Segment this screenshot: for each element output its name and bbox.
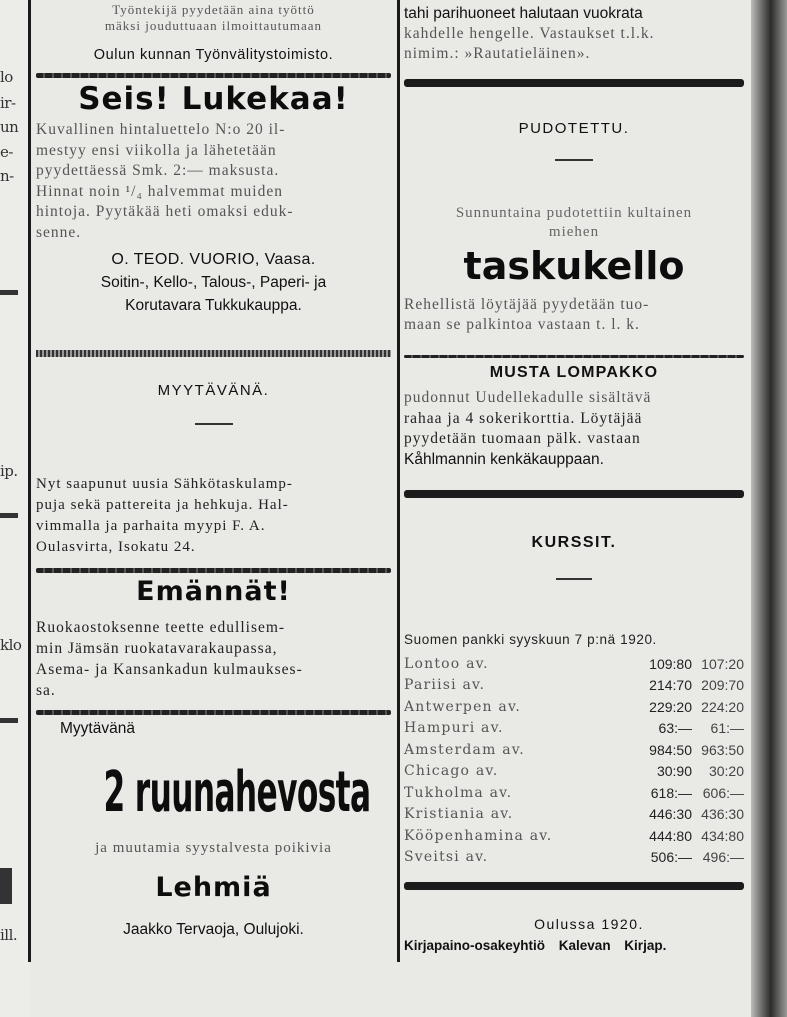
advert-headline: Emännät! <box>136 576 291 607</box>
advert-firm: O. TEOD. VUORIO, Vaasa. <box>111 251 316 268</box>
lost-watch-notice <box>404 120 744 335</box>
edge-fragment: n- <box>0 167 14 185</box>
advert-line: Kuvallinen hintaluettelo N:o 20 il- <box>36 121 286 138</box>
notice-line: pyydetään tuomaan pälk. vastaan <box>404 430 641 447</box>
advert-line: senne. <box>36 223 82 241</box>
short-rule <box>195 423 233 425</box>
advert-body <box>36 120 391 243</box>
food-advert <box>36 575 391 701</box>
table-row <box>404 718 744 740</box>
buy-cell: 229:20 <box>649 698 692 715</box>
sell-cell: 107:20 <box>701 655 744 672</box>
advert-line: Asema- ja Kansankadun kulmaukses- <box>36 661 303 678</box>
short-rule <box>556 578 592 580</box>
city-cell: Amsterdam av. <box>404 741 525 758</box>
table-row <box>404 739 744 761</box>
advert-firm-line: Soitin-, Kello-, Talous-, Paperi- ja <box>100 274 327 291</box>
imprint-place: Oulussa 1920. <box>534 916 644 932</box>
edge-fragment: klo <box>0 636 22 654</box>
employment-notice <box>36 2 391 63</box>
city-cell: Lontoo av. <box>404 655 489 672</box>
advert-heading: MYYTÄVÄNÄ. <box>157 382 270 399</box>
notice-office: Oulun kunnan Työnvälitystoimisto. <box>93 47 334 63</box>
buy-cell: 63:— <box>658 720 692 737</box>
notice-line: miehen <box>548 224 600 240</box>
edge-fragment: lo <box>0 68 13 86</box>
imprint-printer: Kirjapaino-osakeyhtiö Kalevan Kirjap. <box>404 938 667 953</box>
sell-cell: 209:70 <box>701 677 744 694</box>
table-row <box>404 804 744 826</box>
notice-line: nimim.: »Rautatieläinen». <box>404 45 591 62</box>
table-row <box>404 825 744 847</box>
divider <box>36 73 391 78</box>
vuorio-advert <box>36 80 391 317</box>
rates-heading: KURSSIT. <box>531 534 617 551</box>
city-cell: Antwerpen av. <box>404 698 522 715</box>
advert-body <box>36 617 391 701</box>
sell-cell: 30:20 <box>708 763 744 780</box>
notice-body <box>404 388 744 470</box>
advert-line: hintoja. Pyytäkää heti omaksi eduk- <box>36 203 294 220</box>
city-cell: Kööpenhamina av. <box>404 827 553 844</box>
city-cell: Tukholma av. <box>404 784 513 801</box>
rates-table <box>404 653 744 868</box>
sell-cell: 963:50 <box>701 741 744 758</box>
advert-line: mestyy ensi viikolla ja lähetetään <box>36 141 277 159</box>
city-cell: Chicago av. <box>404 763 499 780</box>
divider <box>404 355 744 358</box>
advert-line: puja sekä pattereita ja hehkuja. Hal- <box>36 497 289 513</box>
edge-rule <box>0 290 18 295</box>
edge-rule <box>0 718 18 723</box>
room-wanted-notice <box>404 4 744 64</box>
advert-firm-line: Korutavara Tukkukauppa. <box>125 297 302 314</box>
advert-big-text: 2 ruunahevosta <box>103 760 371 825</box>
edge-fragment: ir- <box>0 94 16 112</box>
sell-cell: 61:— <box>710 720 744 737</box>
advert-line: Hinnat noin ¹/₄ halvemmat muiden <box>36 182 283 200</box>
buy-cell: 109:80 <box>649 655 692 672</box>
edge-fragment: ill. <box>0 926 18 944</box>
imprint <box>404 916 744 953</box>
sell-cell: 496:— <box>702 849 744 866</box>
table-row <box>404 761 744 783</box>
page-binding-edge <box>751 0 787 1017</box>
edge-rule <box>0 513 18 518</box>
notice-line: Rehellistä löytäjää pyydetään tuo- <box>404 296 650 313</box>
rates-subtitle: Suomen pankki syyskuun 7 p:nä 1920. <box>404 632 657 647</box>
table-row <box>404 782 744 804</box>
advert-headline: Seis! Lukekaa! <box>78 81 349 117</box>
buy-cell: 984:50 <box>649 741 692 758</box>
advert-line: Oulasvirta, Isokatu 24. <box>36 539 196 555</box>
divider <box>36 350 391 357</box>
advert-line: min Jämsän ruokatavarakaupassa, <box>36 640 278 657</box>
notice-line: Kåhlmannin kenkäkauppaan. <box>404 450 604 468</box>
buy-cell: 444:80 <box>649 827 692 844</box>
notice-line: pudonnut Uudellekadulle sisältävä <box>404 389 652 406</box>
buy-cell: 30:90 <box>656 763 692 780</box>
notice-line: mäksi jouduttuaan ilmoittautumaan <box>104 18 323 33</box>
lamp-advert-body <box>36 474 391 558</box>
notice-line: Sunnuntaina pudotettiin kultainen <box>455 205 693 221</box>
column-rule <box>28 0 31 962</box>
edge-fragment: ip. <box>0 462 18 480</box>
notice-line: maan se palkintoa vastaan t. l. k. <box>404 316 640 333</box>
buy-cell: 506:— <box>650 849 692 866</box>
buy-cell: 618:— <box>650 784 692 801</box>
notice-heading: MUSTA LOMPAKKO <box>489 364 659 381</box>
advert-headline: Lehmiä <box>155 872 272 903</box>
advert-line: vimmalla ja parhaita myypi F. A. <box>36 518 266 534</box>
horse-advert <box>36 720 391 939</box>
sell-cell: 436:30 <box>701 806 744 823</box>
divider <box>404 79 744 87</box>
advert-line: pyydettäessä Smk. 2:— maksusta. <box>36 162 280 179</box>
notice-big-text: taskukello <box>463 244 685 288</box>
city-cell: Pariisi av. <box>404 677 486 694</box>
table-row <box>404 675 744 697</box>
table-row <box>404 653 744 675</box>
sell-cell: 224:20 <box>701 698 744 715</box>
notice-line: Työntekijä pyydetään aina työttö <box>112 2 315 17</box>
divider <box>404 490 744 498</box>
wallet-notice <box>404 364 744 470</box>
edge-fragment: un <box>0 118 19 136</box>
table-row <box>404 696 744 718</box>
advert-line: Nyt saapunut uusia Sähkötaskulamp- <box>36 476 293 492</box>
table-row <box>404 847 744 869</box>
lamp-advert <box>36 382 391 425</box>
sell-cell: 606:— <box>702 784 744 801</box>
notice-line: tahi parihuoneet halutaan vuokrata <box>404 5 643 22</box>
page-edge-fragments <box>0 0 30 1017</box>
divider <box>36 568 391 573</box>
notice-line: kahdelle hengelle. Vastaukset t.l.k. <box>404 25 655 42</box>
advert-sub: ja muutamia syystalvesta poikivia <box>95 840 332 856</box>
divider <box>36 710 391 715</box>
buy-cell: 446:30 <box>649 806 692 823</box>
edge-fragment: e- <box>0 143 13 161</box>
city-cell: Hampuri av. <box>404 720 504 737</box>
column-rule <box>397 0 400 962</box>
advert-line: sa. <box>36 682 56 699</box>
notice-line: rahaa ja 4 sokerikorttia. Löytäjää <box>404 409 643 427</box>
advert-label: Myytävänä <box>60 720 135 737</box>
edge-rule <box>0 868 12 904</box>
advert-line: Ruokaostoksenne teette edullisem- <box>36 619 286 636</box>
city-cell: Kristiania av. <box>404 806 514 823</box>
exchange-rates <box>404 534 744 868</box>
notice-heading: PUDOTETTU. <box>518 120 630 137</box>
divider <box>404 882 744 890</box>
buy-cell: 214:70 <box>649 677 692 694</box>
sell-cell: 434:80 <box>701 827 744 844</box>
advert-signature: Jaakko Tervaoja, Oulujoki. <box>123 921 304 938</box>
short-rule <box>555 159 593 161</box>
city-cell: Sveitsi av. <box>404 849 489 866</box>
